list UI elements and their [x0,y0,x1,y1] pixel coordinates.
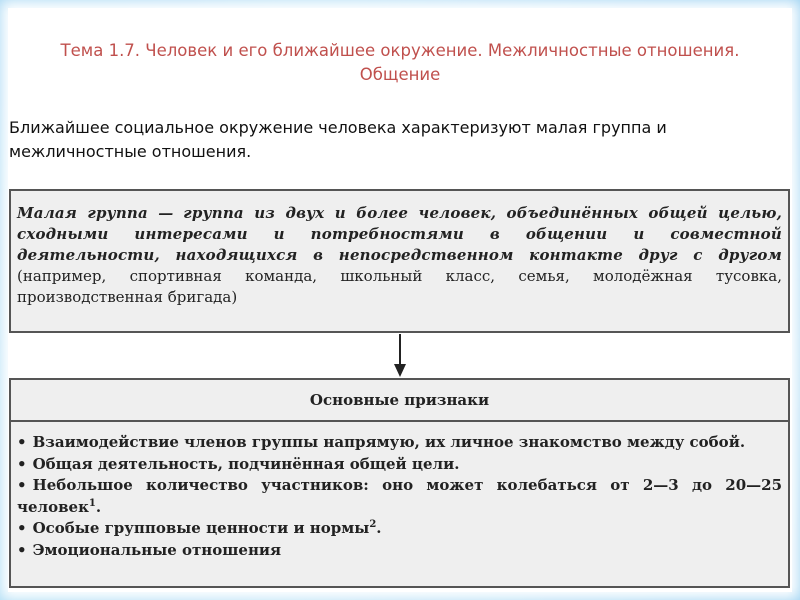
slide-title [0,39,800,87]
list-item [17,454,782,476]
list-item [17,518,782,540]
bullet: • [17,433,27,451]
bullet: • [17,519,27,537]
definition-box [9,189,790,333]
title-line-1: Тема 1.7. Человек и его ближайшее окружение. Межличностные отношения. [60,41,740,60]
list-item [17,432,782,454]
definition-examples: (например, спортивная команда, школьный класс, семья, молодёжная тусовка, производственная бригада) [17,267,782,306]
list-item [17,475,782,518]
list-item [17,540,782,562]
list-item-text: Общая деятельность, подчинённая общей цели. [32,454,460,473]
definition-term: Малая группа — [17,204,174,222]
bullet: • [17,540,27,559]
definition-bold-text: группа из двух и более человек, объединённых общей целью, сходными интересами и потребностями в общении и совместной деятельности, находящихся в непосредственном контакте друг с другом [17,204,782,264]
down-arrow-icon [391,334,409,378]
list-item-text: Особые групповые ценности и нормы [32,519,370,537]
bullet: • [17,476,27,494]
list-item-suffix: . [376,519,382,537]
bullet: • [17,454,27,473]
footnote-marker: 2 [369,519,377,530]
list-item-text: Взаимодействие членов группы напрямую, их личное знакомство между собой. [32,433,746,451]
list-item-text: Небольшое количество участников: оно может колебаться от 2—3 до 20—25 человек [17,476,782,516]
features-list [11,422,788,561]
title-line-2: Общение [359,65,441,84]
list-item-suffix: . [95,497,102,516]
features-heading: Основные признаки [11,380,788,422]
intro-text: Ближайшее социальное окружение человека характеризуют малая группа и межличностные отношения. [9,118,667,161]
footnote-marker: 1 [88,497,96,509]
list-item-text: Эмоциональные отношения [32,540,282,559]
features-box [9,378,790,588]
